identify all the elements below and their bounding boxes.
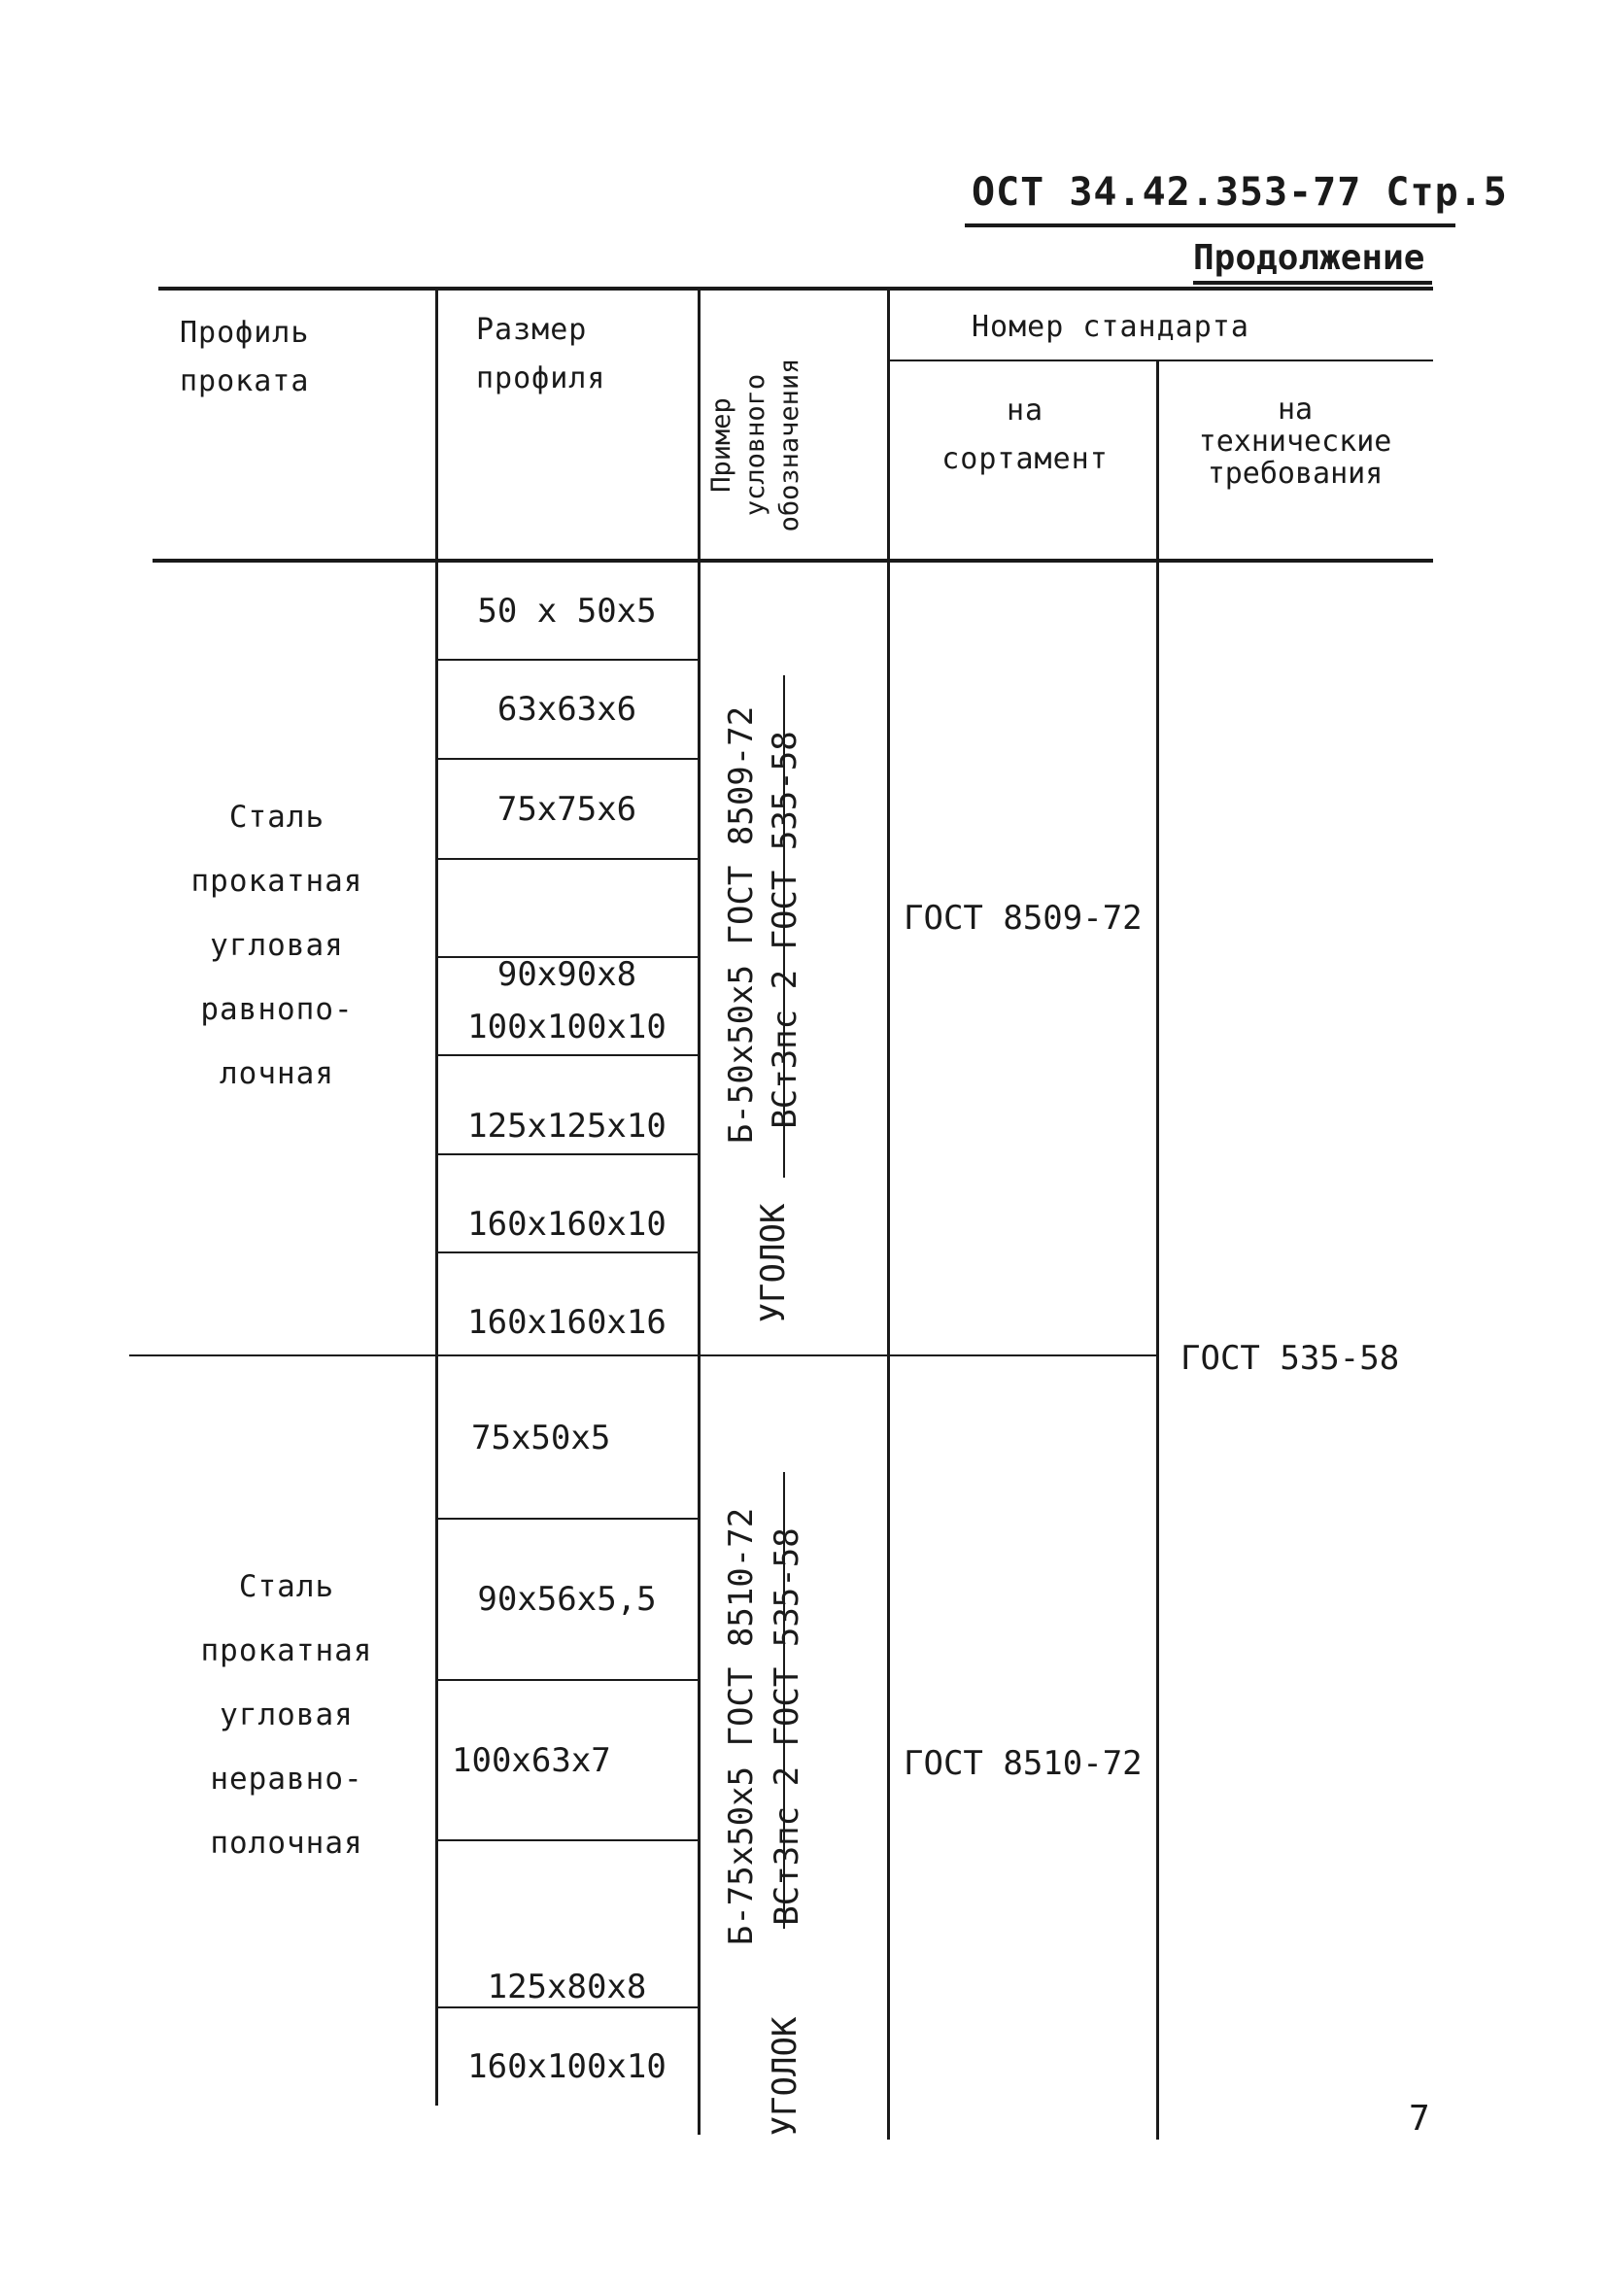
example-denominator: ВСт3пс 2 ГОСТ 535-58 bbox=[766, 731, 804, 1129]
example-denominator: ВСт3пс 2 ГОСТ 535-58 bbox=[768, 1527, 806, 1926]
size-cell: 160х160х16 bbox=[467, 1303, 667, 1342]
col-divider-3 bbox=[887, 289, 890, 2140]
table-top-rule bbox=[158, 287, 1433, 291]
size-cell: 50 х 50х5 bbox=[477, 592, 657, 631]
size-cell: 90х90х8 bbox=[496, 955, 637, 994]
col-header-assortment: на сортамент bbox=[941, 394, 1109, 476]
header-underline bbox=[965, 223, 1455, 227]
continuation-underline bbox=[1193, 281, 1432, 285]
col-divider-2 bbox=[698, 289, 701, 2135]
size-cell: 63х63х6 bbox=[496, 690, 637, 729]
size-cell: 75х75х6 bbox=[496, 789, 637, 829]
technical-standard: ГОСТ 535-58 bbox=[1180, 1339, 1400, 1378]
size-cell: 160х160х10 bbox=[467, 1205, 667, 1244]
size-cell: 100х100х10 bbox=[467, 1008, 667, 1046]
page-number: 7 bbox=[1409, 2099, 1430, 2139]
profile-name-unequal: Сталь прокатная угловая неравно- полочная bbox=[200, 1569, 373, 1861]
col-header-size: Размер профиля bbox=[476, 313, 606, 395]
continuation-label: Продолжение bbox=[1193, 238, 1425, 278]
size-cell: 125х125х10 bbox=[467, 1107, 667, 1146]
example-numerator: Б-75х50х5 ГОСТ 8510-72 bbox=[722, 1507, 761, 1946]
page-label: Стр.5 bbox=[1385, 170, 1508, 215]
size-cell: 160х100х10 bbox=[467, 2047, 667, 2086]
size-cell: 125х80х8 bbox=[487, 1968, 647, 2006]
example-prefix: УГОЛОК bbox=[754, 1203, 793, 1323]
example-prefix: УГОЛОК bbox=[766, 2016, 804, 2137]
size-cell: 75х50х5 bbox=[471, 1419, 611, 1457]
col-header-technical: на технические требования bbox=[1198, 393, 1392, 491]
size-cell: 90х56х5,5 bbox=[477, 1580, 657, 1619]
assortment-standard-equal: ГОСТ 8509-72 bbox=[904, 899, 1143, 938]
size-cell: 100х63х7 bbox=[452, 1740, 611, 1780]
col-divider-4 bbox=[1156, 361, 1159, 2140]
col-header-profile: Профиль проката bbox=[180, 316, 310, 398]
document-code bbox=[972, 170, 1508, 215]
doc-code: ОСТ 34.42.353-77 bbox=[972, 170, 1362, 215]
col-header-standard: Номер стандарта bbox=[972, 310, 1249, 344]
example-numerator: Б-50х50х5 ГОСТ 8509-72 bbox=[722, 705, 761, 1145]
standard-group-rule bbox=[889, 360, 1433, 361]
profile-name-equal: Сталь прокатная угловая равнопо- лочная bbox=[190, 800, 363, 1091]
col-header-example: Пример условного обозначения bbox=[706, 358, 804, 532]
assortment-standard-unequal: ГОСТ 8510-72 bbox=[904, 1744, 1143, 1783]
